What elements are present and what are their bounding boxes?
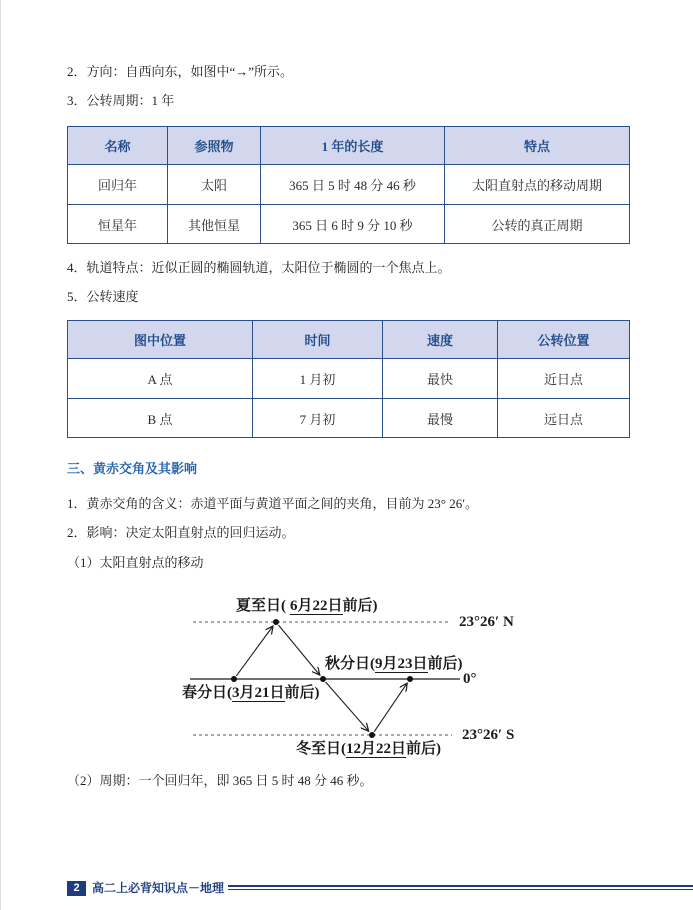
table-cell: 近日点 (498, 359, 630, 399)
table-row (68, 399, 630, 438)
table-cell: 太阳 (168, 165, 261, 205)
arrow-spring-to-summer (236, 626, 273, 676)
spring-equinox-label (182, 684, 320, 702)
autumn-equinox-label (325, 655, 463, 673)
header-cell: 公转位置 (498, 321, 630, 359)
arrow-winter-to-spring (374, 683, 407, 732)
table-cell: 太阳直射点的移动周期 (445, 165, 630, 205)
table-cell: A 点 (68, 359, 253, 399)
arrow-autumn-to-winter (326, 682, 369, 731)
table-cell: 其他恒星 (168, 205, 261, 244)
autumn-equinox-name: 秋分日( (325, 656, 375, 672)
subsection-period: （2）周期：一个回归年，即 365 日 5 时 48 分 46 秒。 (67, 773, 373, 788)
table-cell: 最快 (383, 359, 498, 399)
revolution-period-table (67, 126, 630, 244)
subsolar-point-diagram (160, 588, 540, 764)
footer-rule-thin (228, 889, 693, 890)
point-summer-solstice (273, 619, 279, 625)
winter-solstice-suffix: 前后) (406, 741, 442, 757)
arrow-summer-to-autumn (279, 625, 320, 675)
autumn-equinox-suffix: 前后) (427, 656, 463, 672)
header-cell: 速度 (383, 321, 498, 359)
obliquity-meaning-line: 1．黄赤交角的含义：赤道平面与黄道平面之间的夹角，目前为 23° 26′。 (67, 496, 479, 511)
table-cell: 7 月初 (253, 399, 383, 438)
summer-solstice-date: 6月22日 (290, 598, 343, 614)
point-spring-equinox (231, 676, 237, 682)
table-cell: 回归年 (68, 165, 168, 205)
header-cell: 名称 (68, 127, 168, 165)
footer-title: 高二上必背知识点－地理 (92, 881, 225, 895)
table-cell: 1 月初 (253, 359, 383, 399)
table-cell: 最慢 (383, 399, 498, 438)
table-header-row (68, 127, 630, 165)
point-winter-solstice (369, 732, 375, 738)
table-row (68, 165, 630, 205)
latitude-north-label: 23°26′ N (459, 614, 514, 630)
page-edge (0, 0, 1, 910)
direction-line: 2．方向：自西向东，如图中“→”所示。 (67, 64, 294, 79)
summer-solstice-label (236, 597, 378, 615)
subsection-movement: （1）太阳直射点的移动 (67, 555, 204, 570)
point-autumn-equinox (320, 676, 326, 682)
header-cell: 时间 (253, 321, 383, 359)
winter-solstice-date: 12月22日 (346, 741, 407, 757)
table-header-row (68, 321, 630, 359)
table-cell: 365 日 6 时 9 分 10 秒 (261, 205, 445, 244)
table-cell: B 点 (68, 399, 253, 438)
orbit-line: 4．轨道特点：近似正圆的椭圆轨道，太阳位于椭圆的一个焦点上。 (67, 260, 451, 275)
header-cell: 1 年的长度 (261, 127, 445, 165)
table-row (68, 205, 630, 244)
spring-equinox-date: 3月21日 (232, 685, 285, 701)
table-cell: 恒星年 (68, 205, 168, 244)
latitude-south-label: 23°26′ S (462, 727, 515, 743)
spring-equinox-name: 春分日( (182, 685, 232, 701)
winter-solstice-label (296, 740, 441, 758)
summer-solstice-name: 夏至日( (236, 598, 286, 614)
summer-solstice-suffix: 前后) (342, 598, 378, 614)
spring-equinox-suffix: 前后) (284, 685, 320, 701)
autumn-equinox-date: 9月23日 (375, 656, 428, 672)
table-cell: 远日点 (498, 399, 630, 438)
obliquity-effect-line: 2．影响：决定太阳直射点的回归运动。 (67, 525, 295, 540)
header-cell: 特点 (445, 127, 630, 165)
header-cell: 图中位置 (68, 321, 253, 359)
table-row (68, 359, 630, 399)
table-cell: 公转的真正周期 (445, 205, 630, 244)
revolution-speed-table (67, 320, 630, 438)
speed-line: 5．公转速度 (67, 289, 139, 304)
point-next-spring-equinox (407, 676, 413, 682)
section-heading: 三、黄赤交角及其影响 (67, 461, 198, 476)
equator-label: 0° (463, 671, 477, 687)
winter-solstice-name: 冬至日( (296, 741, 346, 757)
header-cell: 参照物 (168, 127, 261, 165)
table-cell: 365 日 5 时 48 分 46 秒 (261, 165, 445, 205)
footer-rule (228, 885, 693, 887)
page-number-badge: 2 (67, 881, 86, 896)
period-line: 3．公转周期：1 年 (67, 93, 175, 108)
